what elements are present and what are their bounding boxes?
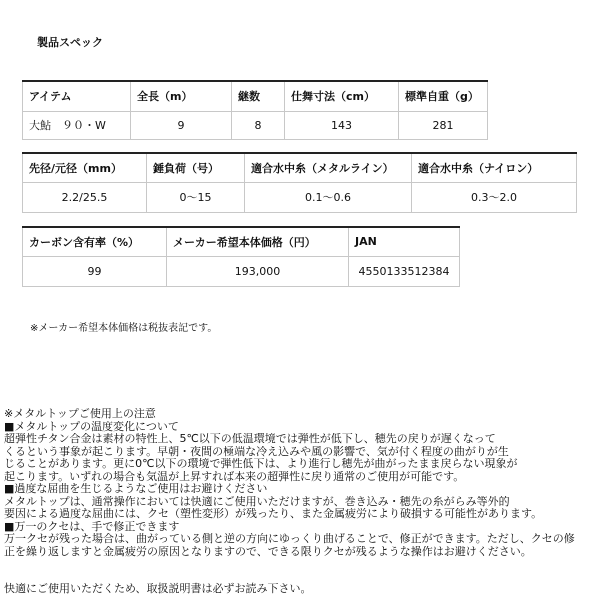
spec-table-basic <box>22 80 488 140</box>
value-closed-length: 143 <box>285 111 399 139</box>
header-item: アイテム <box>23 81 131 111</box>
spec-table-price <box>22 226 460 287</box>
value-metal-line: 0.1〜0.6 <box>245 182 412 212</box>
value-jan: 4550133512384 <box>349 256 460 286</box>
header-carbon-ratio: カーボン含有率（%） <box>23 227 167 256</box>
spec-table-header-row <box>23 227 460 256</box>
spec-table-header-row <box>23 81 488 111</box>
caution-line: 要因による過度な屈曲には、クセ（塑性変形）が残ったり、また金属疲労により破損する可能性があります。 <box>4 508 543 520</box>
header-sections: 継数 <box>232 81 285 111</box>
header-length: 全長（m） <box>131 81 232 111</box>
caution-line: 起こります。いずれの場合も気温が上昇すれば本来の超弾性に戻り通常のご使用が可能です。 <box>4 470 465 483</box>
caution-line: くるという事象が起こります。早朝・夜間の極端な冷え込みや風の影響で、気が付く程度の曲がりが生 <box>4 445 509 458</box>
value-length: 9 <box>131 111 232 139</box>
header-closed-length: 仕舞寸法（cm） <box>285 81 399 111</box>
header-price: メーカー希望本体価格（円） <box>167 227 349 256</box>
caution-line: ※メタルトップご使用上の注意 <box>4 408 156 420</box>
spec-table-value-row <box>23 256 460 286</box>
caution-line: ■万一のクセは、手で修正できます <box>4 520 180 533</box>
header-nylon-line: 適合水中糸（ナイロン） <box>412 153 577 182</box>
spec-table-line <box>22 152 577 213</box>
spec-table-header-row <box>23 153 577 182</box>
value-item: 大鮎 ９０・W <box>23 111 131 139</box>
footer-note: 快適にご使用いただくため、取扱説明書は必ずお読み下さい。 <box>4 582 312 595</box>
value-weight: 281 <box>399 111 488 139</box>
caution-line: 超弾性チタン合金は素材の特性上、5℃以下の低温環境では弾性が低下し、穂先の戻りが遅くなって <box>4 433 496 445</box>
header-weight: 標準自重（g） <box>399 81 488 111</box>
caution-line: じることがあります。更に0℃以下の環境で弾性低下は、より進行し穂先が曲がったまま戻らない現象が <box>4 458 518 470</box>
spec-table-value-row <box>23 111 488 139</box>
value-carbon-ratio: 99 <box>23 256 167 286</box>
caution-line: 正を繰り返しますと金属疲労の原因となりますので、できる限りクセが残るような操作はお避けください。 <box>4 545 532 558</box>
caution-line: 万一クセが残った場合は、曲がっている側と逆の方向にゆっくり曲げることで、修正ができます。ただし、クセの修 <box>4 533 575 545</box>
header-metal-line: 適合水中糸（メタルライン） <box>245 153 412 182</box>
page-title: 製品スペック <box>37 36 103 49</box>
value-price: 193,000 <box>167 256 349 286</box>
header-tip-butt-diameter: 先径/元径（mm） <box>23 153 147 182</box>
caution-section <box>4 408 598 558</box>
header-jan: JAN <box>349 227 460 256</box>
header-sinker-load: 錘負荷（号） <box>147 153 245 182</box>
value-tip-butt-diameter: 2.2/25.5 <box>23 182 147 212</box>
spec-table-value-row <box>23 182 577 212</box>
tax-note: ※メーカー希望本体価格は税抜表記です。 <box>30 323 218 334</box>
value-nylon-line: 0.3〜2.0 <box>412 182 577 212</box>
caution-line: メタルトップは、通常操作においては快適にご使用いただけますが、巻き込み・穂先の糸がらみ等外的 <box>4 495 510 508</box>
value-sections: 8 <box>232 111 285 139</box>
value-sinker-load: 0〜15 <box>147 182 245 212</box>
caution-line: ■メタルトップの温度変化について <box>4 420 179 433</box>
caution-line: ■過度な屈曲を生じるようなご使用はお避けください <box>4 483 268 495</box>
